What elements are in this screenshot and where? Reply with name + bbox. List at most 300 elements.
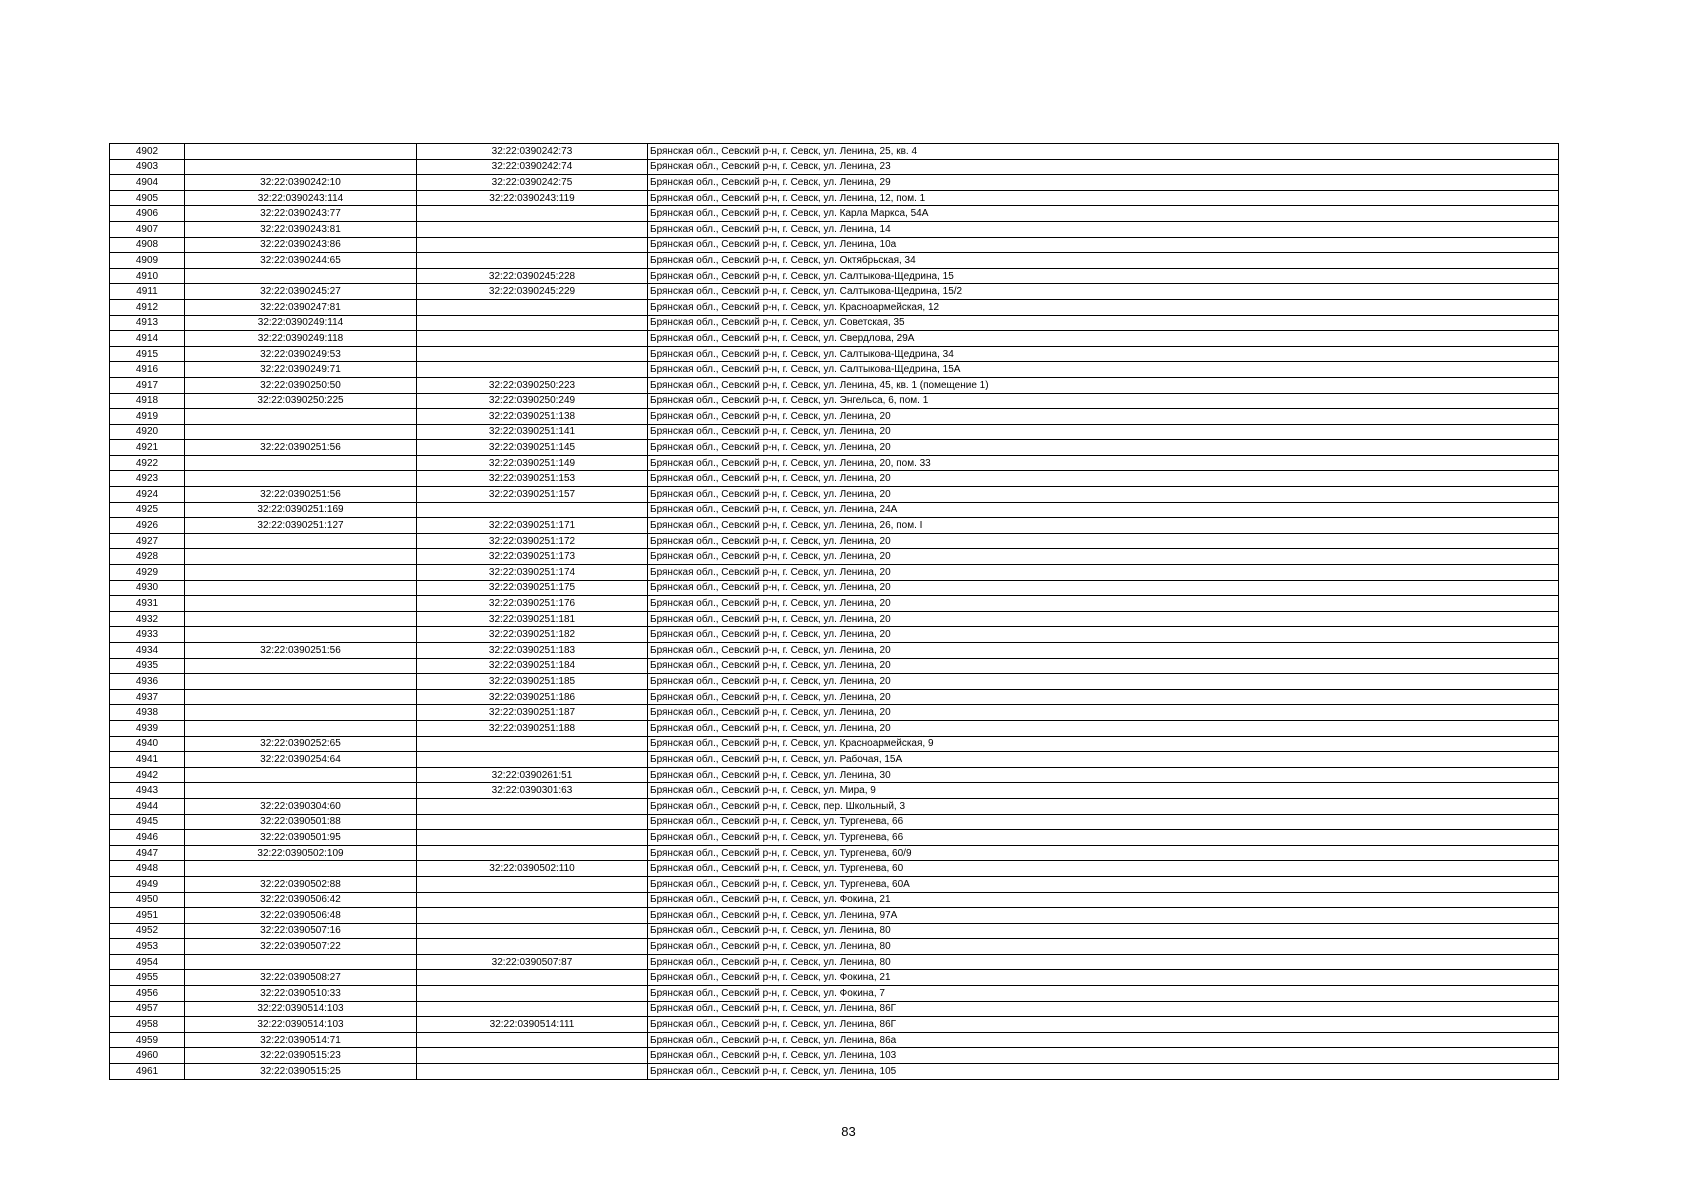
table-row [110,986,1559,1002]
cadastral-number-cell: 32:22:0390501:88 [185,814,417,830]
address-cell: Брянская обл., Севский р-н, г. Севск, ул. Фокина, 7 [648,986,1559,1002]
table-row [110,409,1559,425]
object-cadastral-number-cell: 32:22:0390251:181 [417,611,648,627]
table-row [110,674,1559,690]
cadastral-number-cell [185,611,417,627]
cadastral-number-cell: 32:22:0390510:33 [185,986,417,1002]
cadastral-number-cell: 32:22:0390247:81 [185,299,417,315]
address-cell: Брянская обл., Севский р-н, г. Севск, ул. Ленина, 80 [648,954,1559,970]
address-cell: Брянская обл., Севский р-н, г. Севск, ул. Октябрьская, 34 [648,253,1559,269]
table-row [110,611,1559,627]
object-cadastral-number-cell [417,1032,648,1048]
address-cell: Брянская обл., Севский р-н, г. Севск, ул. Тургенева, 60 [648,861,1559,877]
address-cell: Брянская обл., Севский р-н, г. Севск, ул. Салтыкова-Щедрина, 34 [648,346,1559,362]
table-row [110,580,1559,596]
table-row [110,892,1559,908]
row-number-cell: 4929 [110,565,185,581]
table-row [110,159,1559,175]
object-cadastral-number-cell: 32:22:0390251:183 [417,643,648,659]
cadastral-number-cell: 32:22:0390506:42 [185,892,417,908]
cadastral-number-cell: 32:22:0390243:114 [185,190,417,206]
address-cell: Брянская обл., Севский р-н, г. Севск, ул. Ленина, 97А [648,908,1559,924]
row-number-cell: 4922 [110,455,185,471]
address-cell: Брянская обл., Севский р-н, г. Севск, ул. Тургенева, 66 [648,830,1559,846]
object-cadastral-number-cell [417,845,648,861]
cadastral-number-cell: 32:22:0390506:48 [185,908,417,924]
cadastral-number-cell [185,627,417,643]
cadastral-number-cell: 32:22:0390514:71 [185,1032,417,1048]
row-number-cell: 4955 [110,970,185,986]
cadastral-number-cell [185,596,417,612]
object-cadastral-number-cell: 32:22:0390251:141 [417,424,648,440]
table-row [110,814,1559,830]
table-row [110,346,1559,362]
object-cadastral-number-cell: 32:22:0390251:187 [417,705,648,721]
cadastral-number-cell [185,533,417,549]
row-number-cell: 4939 [110,720,185,736]
row-number-cell: 4925 [110,502,185,518]
address-cell: Брянская обл., Севский р-н, г. Севск, ул. Красноармейская, 12 [648,299,1559,315]
table-row [110,752,1559,768]
registry-table [109,143,1559,1080]
table-row [110,861,1559,877]
address-cell: Брянская обл., Севский р-н, г. Севск, ул. Ленина, 80 [648,939,1559,955]
row-number-cell: 4960 [110,1048,185,1064]
object-cadastral-number-cell [417,923,648,939]
table-row [110,954,1559,970]
row-number-cell: 4923 [110,471,185,487]
cadastral-number-cell: 32:22:0390249:114 [185,315,417,331]
address-cell: Брянская обл., Севский р-н, г. Севск, ул. Советская, 35 [648,315,1559,331]
object-cadastral-number-cell: 32:22:0390261:51 [417,767,648,783]
address-cell: Брянская обл., Севский р-н, г. Севск, ул. Ленина, 20 [648,487,1559,503]
address-cell: Брянская обл., Севский р-н, г. Севск, ул. Ленина, 20 [648,471,1559,487]
row-number-cell: 4936 [110,674,185,690]
cadastral-number-cell: 32:22:0390508:27 [185,970,417,986]
address-cell: Брянская обл., Севский р-н, г. Севск, ул. Тургенева, 66 [648,814,1559,830]
address-cell: Брянская обл., Севский р-н, г. Севск, ул. Ленина, 20 [648,409,1559,425]
table-row [110,487,1559,503]
table-row [110,565,1559,581]
row-number-cell: 4911 [110,284,185,300]
cadastral-number-cell [185,689,417,705]
row-number-cell: 4917 [110,377,185,393]
cadastral-number-cell: 32:22:0390249:118 [185,331,417,347]
object-cadastral-number-cell: 32:22:0390242:73 [417,144,648,160]
table-row [110,596,1559,612]
address-cell: Брянская обл., Севский р-н, г. Севск, ул. Карла Маркса, 54А [648,206,1559,222]
cadastral-number-cell [185,455,417,471]
address-cell: Брянская обл., Севский р-н, г. Севск, ул. Ленина, 23 [648,159,1559,175]
table-row [110,1001,1559,1017]
object-cadastral-number-cell: 32:22:0390251:149 [417,455,648,471]
cadastral-number-cell [185,268,417,284]
address-cell: Брянская обл., Севский р-н, г. Севск, ул. Ленина, 80 [648,923,1559,939]
row-number-cell: 4946 [110,830,185,846]
address-cell: Брянская обл., Севский р-н, г. Севск, ул. Ленина, 20 [648,643,1559,659]
table-row [110,377,1559,393]
row-number-cell: 4930 [110,580,185,596]
object-cadastral-number-cell [417,315,648,331]
row-number-cell: 4904 [110,175,185,191]
table-row [110,1064,1559,1080]
address-cell: Брянская обл., Севский р-н, г. Севск, ул. Ленина, 24А [648,502,1559,518]
row-number-cell: 4956 [110,986,185,1002]
object-cadastral-number-cell: 32:22:0390251:174 [417,565,648,581]
cadastral-number-cell: 32:22:0390507:16 [185,923,417,939]
row-number-cell: 4927 [110,533,185,549]
cadastral-number-cell [185,674,417,690]
object-cadastral-number-cell: 32:22:0390251:145 [417,440,648,456]
table-row [110,736,1559,752]
table-row [110,315,1559,331]
address-cell: Брянская обл., Севский р-н, г. Севск, ул. Ленина, 20 [648,533,1559,549]
cadastral-number-cell [185,767,417,783]
address-cell: Брянская обл., Севский р-н, г. Севск, ул. Ленина, 20 [648,705,1559,721]
cadastral-number-cell: 32:22:0390251:56 [185,487,417,503]
table-row [110,237,1559,253]
object-cadastral-number-cell [417,830,648,846]
row-number-cell: 4950 [110,892,185,908]
cadastral-number-cell: 32:22:0390502:109 [185,845,417,861]
object-cadastral-number-cell [417,986,648,1002]
row-number-cell: 4910 [110,268,185,284]
cadastral-number-cell: 32:22:0390245:27 [185,284,417,300]
address-cell: Брянская обл., Севский р-н, г. Севск, ул. Ленина, 14 [648,221,1559,237]
object-cadastral-number-cell [417,331,648,347]
cadastral-number-cell [185,144,417,160]
cadastral-number-cell: 32:22:0390515:23 [185,1048,417,1064]
row-number-cell: 4913 [110,315,185,331]
row-number-cell: 4920 [110,424,185,440]
object-cadastral-number-cell: 32:22:0390242:75 [417,175,648,191]
cadastral-number-cell: 32:22:0390502:88 [185,876,417,892]
object-cadastral-number-cell: 32:22:0390251:182 [417,627,648,643]
object-cadastral-number-cell: 32:22:0390507:87 [417,954,648,970]
cadastral-number-cell: 32:22:0390251:56 [185,440,417,456]
table-row [110,908,1559,924]
object-cadastral-number-cell [417,752,648,768]
object-cadastral-number-cell [417,362,648,378]
address-cell: Брянская обл., Севский р-н, г. Севск, ул. Красноармейская, 9 [648,736,1559,752]
row-number-cell: 4919 [110,409,185,425]
cadastral-number-cell: 32:22:0390243:81 [185,221,417,237]
row-number-cell: 4906 [110,206,185,222]
table-row [110,627,1559,643]
table-row [110,299,1559,315]
cadastral-number-cell: 32:22:0390242:10 [185,175,417,191]
object-cadastral-number-cell [417,237,648,253]
object-cadastral-number-cell [417,206,648,222]
row-number-cell: 4908 [110,237,185,253]
address-cell: Брянская обл., Севский р-н, г. Севск, ул. Рабочая, 15А [648,752,1559,768]
row-number-cell: 4949 [110,876,185,892]
object-cadastral-number-cell [417,892,648,908]
address-cell: Брянская обл., Севский р-н, г. Севск, ул. Ленина, 20 [648,658,1559,674]
address-cell: Брянская обл., Севский р-н, г. Севск, ул. Свердлова, 29А [648,331,1559,347]
table-row [110,253,1559,269]
table-row [110,923,1559,939]
row-number-cell: 4934 [110,643,185,659]
object-cadastral-number-cell [417,502,648,518]
table-row [110,689,1559,705]
object-cadastral-number-cell [417,814,648,830]
table-row [110,440,1559,456]
cadastral-number-cell: 32:22:0390243:86 [185,237,417,253]
table-row [110,455,1559,471]
object-cadastral-number-cell: 32:22:0390251:171 [417,518,648,534]
row-number-cell: 4935 [110,658,185,674]
row-number-cell: 4940 [110,736,185,752]
registry-table-body [110,144,1559,1080]
table-row [110,767,1559,783]
object-cadastral-number-cell [417,1001,648,1017]
address-cell: Брянская обл., Севский р-н, г. Севск, ул. Фокина, 21 [648,892,1559,908]
cadastral-number-cell: 32:22:0390251:169 [185,502,417,518]
row-number-cell: 4944 [110,798,185,814]
object-cadastral-number-cell: 32:22:0390250:223 [417,377,648,393]
page-number: 83 [841,1124,856,1139]
row-number-cell: 4933 [110,627,185,643]
object-cadastral-number-cell: 32:22:0390251:175 [417,580,648,596]
address-cell: Брянская обл., Севский р-н, г. Севск, ул. Ленина, 103 [648,1048,1559,1064]
row-number-cell: 4945 [110,814,185,830]
cadastral-number-cell: 32:22:0390254:64 [185,752,417,768]
row-number-cell: 4952 [110,923,185,939]
object-cadastral-number-cell: 32:22:0390251:172 [417,533,648,549]
object-cadastral-number-cell: 32:22:0390243:119 [417,190,648,206]
address-cell: Брянская обл., Севский р-н, г. Севск, ул. Фокина, 21 [648,970,1559,986]
row-number-cell: 4932 [110,611,185,627]
row-number-cell: 4931 [110,596,185,612]
address-cell: Брянская обл., Севский р-н, г. Севск, ул. Ленина, 20 [648,720,1559,736]
address-cell: Брянская обл., Севский р-н, г. Севск, ул. Ленина, 30 [648,767,1559,783]
row-number-cell: 4918 [110,393,185,409]
row-number-cell: 4915 [110,346,185,362]
cadastral-number-cell: 32:22:0390501:95 [185,830,417,846]
object-cadastral-number-cell [417,299,648,315]
address-cell: Брянская обл., Севский р-н, г. Севск, ул. Ленина, 10а [648,237,1559,253]
table-row [110,144,1559,160]
object-cadastral-number-cell: 32:22:0390301:63 [417,783,648,799]
table-row [110,798,1559,814]
table-row [110,175,1559,191]
row-number-cell: 4914 [110,331,185,347]
row-number-cell: 4916 [110,362,185,378]
object-cadastral-number-cell [417,876,648,892]
cadastral-number-cell: 32:22:0390515:25 [185,1064,417,1080]
cadastral-number-cell [185,783,417,799]
table-row [110,393,1559,409]
row-number-cell: 4909 [110,253,185,269]
address-cell: Брянская обл., Севский р-н, г. Севск, ул. Ленина, 45, кв. 1 (помещение 1) [648,377,1559,393]
cadastral-number-cell [185,159,417,175]
row-number-cell: 4926 [110,518,185,534]
table-row [110,206,1559,222]
row-number-cell: 4947 [110,845,185,861]
address-cell: Брянская обл., Севский р-н, г. Севск, ул. Ленина, 20 [648,440,1559,456]
row-number-cell: 4903 [110,159,185,175]
table-row [110,190,1559,206]
table-row [110,362,1559,378]
cadastral-number-cell: 32:22:0390250:50 [185,377,417,393]
object-cadastral-number-cell: 32:22:0390251:138 [417,409,648,425]
object-cadastral-number-cell: 32:22:0390514:111 [417,1017,648,1033]
address-cell: Брянская обл., Севский р-н, г. Севск, ул. Ленина, 20 [648,611,1559,627]
table-row [110,1017,1559,1033]
object-cadastral-number-cell [417,970,648,986]
row-number-cell: 4954 [110,954,185,970]
row-number-cell: 4937 [110,689,185,705]
table-row [110,502,1559,518]
address-cell: Брянская обл., Севский р-н, г. Севск, ул. Ленина, 105 [648,1064,1559,1080]
table-row [110,268,1559,284]
cadastral-number-cell [185,658,417,674]
table-row [110,533,1559,549]
address-cell: Брянская обл., Севский р-н, г. Севск, ул. Ленина, 20 [648,549,1559,565]
object-cadastral-number-cell [417,1048,648,1064]
object-cadastral-number-cell [417,1064,648,1080]
cadastral-number-cell: 32:22:0390249:53 [185,346,417,362]
cadastral-number-cell: 32:22:0390252:65 [185,736,417,752]
cadastral-number-cell [185,705,417,721]
cadastral-number-cell [185,580,417,596]
table-row [110,549,1559,565]
object-cadastral-number-cell: 32:22:0390251:176 [417,596,648,612]
object-cadastral-number-cell: 32:22:0390242:74 [417,159,648,175]
object-cadastral-number-cell: 32:22:0390245:228 [417,268,648,284]
object-cadastral-number-cell: 32:22:0390251:185 [417,674,648,690]
row-number-cell: 4921 [110,440,185,456]
table-row [110,720,1559,736]
object-cadastral-number-cell: 32:22:0390251:184 [417,658,648,674]
table-row [110,221,1559,237]
object-cadastral-number-cell: 32:22:0390502:110 [417,861,648,877]
row-number-cell: 4942 [110,767,185,783]
address-cell: Брянская обл., Севский р-н, г. Севск, ул. Ленина, 20 [648,627,1559,643]
row-number-cell: 4938 [110,705,185,721]
object-cadastral-number-cell [417,736,648,752]
address-cell: Брянская обл., Севский р-н, г. Севск, ул. Ленина, 20 [648,674,1559,690]
cadastral-number-cell [185,861,417,877]
address-cell: Брянская обл., Севский р-н, г. Севск, ул. Ленина, 20 [648,689,1559,705]
address-cell: Брянская обл., Севский р-н, г. Севск, ул. Ленина, 20 [648,596,1559,612]
object-cadastral-number-cell: 32:22:0390251:173 [417,549,648,565]
table-row [110,783,1559,799]
object-cadastral-number-cell [417,346,648,362]
cadastral-number-cell: 32:22:0390514:103 [185,1001,417,1017]
address-cell: Брянская обл., Севский р-н, г. Севск, ул. Энгельса, 6, пом. 1 [648,393,1559,409]
cadastral-number-cell [185,565,417,581]
row-number-cell: 4912 [110,299,185,315]
cadastral-number-cell: 32:22:0390304:60 [185,798,417,814]
cadastral-number-cell: 32:22:0390514:103 [185,1017,417,1033]
cadastral-number-cell: 32:22:0390251:127 [185,518,417,534]
row-number-cell: 4951 [110,908,185,924]
address-cell: Брянская обл., Севский р-н, г. Севск, ул. Ленина, 20, пом. 33 [648,455,1559,471]
table-row [110,424,1559,440]
table-row [110,518,1559,534]
cadastral-number-cell [185,549,417,565]
row-number-cell: 4959 [110,1032,185,1048]
table-row [110,658,1559,674]
cadastral-number-cell [185,424,417,440]
table-row [110,471,1559,487]
object-cadastral-number-cell [417,253,648,269]
cadastral-number-cell [185,720,417,736]
address-cell: Брянская обл., Севский р-н, г. Севск, ул. Ленина, 25, кв. 4 [648,144,1559,160]
address-cell: Брянская обл., Севский р-н, г. Севск, ул. Ленина, 29 [648,175,1559,191]
row-number-cell: 4958 [110,1017,185,1033]
object-cadastral-number-cell: 32:22:0390251:186 [417,689,648,705]
object-cadastral-number-cell: 32:22:0390251:153 [417,471,648,487]
cadastral-number-cell: 32:22:0390507:22 [185,939,417,955]
address-cell: Брянская обл., Севский р-н, г. Севск, ул. Ленина, 86а [648,1032,1559,1048]
cadastral-number-cell: 32:22:0390250:225 [185,393,417,409]
object-cadastral-number-cell [417,908,648,924]
address-cell: Брянская обл., Севский р-н, г. Севск, пер. Школьный, 3 [648,798,1559,814]
row-number-cell: 4957 [110,1001,185,1017]
row-number-cell: 4928 [110,549,185,565]
cadastral-number-cell [185,471,417,487]
object-cadastral-number-cell: 32:22:0390250:249 [417,393,648,409]
address-cell: Брянская обл., Севский р-н, г. Севск, ул. Ленина, 26, пом. I [648,518,1559,534]
table-row [110,1048,1559,1064]
cadastral-number-cell: 32:22:0390251:56 [185,643,417,659]
address-cell: Брянская обл., Севский р-н, г. Севск, ул. Ленина, 20 [648,565,1559,581]
table-row [110,284,1559,300]
object-cadastral-number-cell: 32:22:0390251:188 [417,720,648,736]
address-cell: Брянская обл., Севский р-н, г. Севск, ул. Мира, 9 [648,783,1559,799]
row-number-cell: 4953 [110,939,185,955]
table-row [110,643,1559,659]
address-cell: Брянская обл., Севский р-н, г. Севск, ул. Салтыкова-Щедрина, 15А [648,362,1559,378]
row-number-cell: 4941 [110,752,185,768]
row-number-cell: 4905 [110,190,185,206]
cadastral-number-cell [185,954,417,970]
table-row [110,970,1559,986]
address-cell: Брянская обл., Севский р-н, г. Севск, ул. Тургенева, 60А [648,876,1559,892]
address-cell: Брянская обл., Севский р-н, г. Севск, ул. Тургенева, 60/9 [648,845,1559,861]
cadastral-number-cell: 32:22:0390249:71 [185,362,417,378]
object-cadastral-number-cell [417,798,648,814]
row-number-cell: 4943 [110,783,185,799]
cadastral-number-cell: 32:22:0390243:77 [185,206,417,222]
address-cell: Брянская обл., Севский р-н, г. Севск, ул. Ленина, 20 [648,580,1559,596]
table-row [110,1032,1559,1048]
object-cadastral-number-cell [417,939,648,955]
table-row [110,331,1559,347]
table-row [110,939,1559,955]
object-cadastral-number-cell: 32:22:0390251:157 [417,487,648,503]
table-row [110,705,1559,721]
object-cadastral-number-cell [417,221,648,237]
cadastral-number-cell: 32:22:0390244:65 [185,253,417,269]
row-number-cell: 4948 [110,861,185,877]
address-cell: Брянская обл., Севский р-н, г. Севск, ул. Ленина, 86Г [648,1017,1559,1033]
address-cell: Брянская обл., Севский р-н, г. Севск, ул. Ленина, 86Г [648,1001,1559,1017]
table-row [110,845,1559,861]
address-cell: Брянская обл., Севский р-н, г. Севск, ул. Ленина, 20 [648,424,1559,440]
address-cell: Брянская обл., Севский р-н, г. Севск, ул. Ленина, 12, пом. 1 [648,190,1559,206]
table-row [110,830,1559,846]
object-cadastral-number-cell: 32:22:0390245:229 [417,284,648,300]
row-number-cell: 4961 [110,1064,185,1080]
row-number-cell: 4924 [110,487,185,503]
address-cell: Брянская обл., Севский р-н, г. Севск, ул. Салтыкова-Щедрина, 15 [648,268,1559,284]
table-row [110,876,1559,892]
row-number-cell: 4902 [110,144,185,160]
